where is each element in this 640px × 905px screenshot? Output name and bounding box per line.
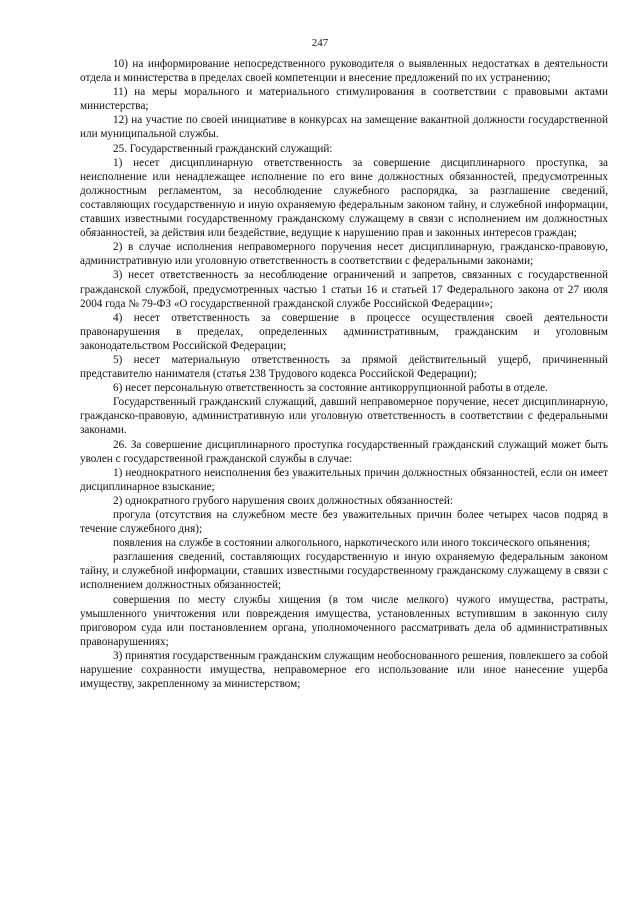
paragraph: 1) неоднократного неисполнения без уважительных причин должностных обязанностей, если он имеет дисциплинарное взыскание;	[80, 466, 608, 493]
paragraph: разглашения сведений, составляющих государственную и иную охраняемую федеральным законом тайну, и служебной информации, ставших известными государственному гражданскому служащему в связи с исполнением должностных обязанностей;	[80, 551, 608, 592]
paragraph: прогула (отсутствия на служебном месте без уважительных причин более четырех часов подряд в течение служебного дня);	[80, 509, 608, 536]
paragraph: 10) на информирование непосредственного руководителя о выявленных недостатках в деятельности отдела и министерства в пределах своей компетенции и внесение предложений по их устранению;	[80, 58, 608, 85]
paragraph: Государственный гражданский служащий, давший неправомерное поручение, несет дисциплинарную, гражданско-правовую, административную или уголовную ответственность в соответствии с федеральными законами.	[80, 396, 608, 437]
paragraph: 1) несет дисциплинарную ответственность за совершение дисциплинарного проступка, за неисполнение или ненадлежащее исполнение по его вине должностных обязанностей, предусмотренных должностным регламентом, за несоблюдение служебного распорядка, за разглашение сведений, составляющих государственную и иную охраняемую федеральным законом тайну, и служебной информации, ставших известными государственному гражданскому служащему в связи с исполнением им должностных обязанностей, за действия или бездействие, ведущие к нарушению прав и законных интересов граждан;	[80, 156, 608, 240]
paragraph: 2) в случае исполнения неправомерного поручения несет дисциплинарную, гражданско-правовую, административную или уголовную ответственность в соответствии с федеральными законами;	[80, 241, 608, 268]
paragraph: появления на службе в состоянии алкогольного, наркотического или иного токсического опьянения;	[113, 537, 591, 550]
paragraph: 5) несет материальную ответственность за прямой действительный ущерб, причиненный представителю нанимателя (статья 238 Трудового кодекса Российской Федерации);	[80, 353, 608, 381]
paragraph: 4) несет ответственность за совершение в процессе осуществления своей деятельности правонарушения в пределах, определенных административным, гражданским и уголовным законодательством Российской Федерации;	[80, 311, 608, 352]
paragraph: 26. За совершение дисциплинарного проступка государственный гражданский служащий может быть уволен с государственной гражданской службы в случае:	[80, 438, 608, 465]
page-number: 247	[311, 37, 329, 49]
paragraph: 6) несет персональную ответственность за состояние антикоррупционной работы в отделе.	[113, 382, 548, 395]
paragraph: 11) на меры морального и материального стимулирования в соответствии с правовыми актами министерства;	[80, 86, 608, 113]
paragraph: 3) принятия государственным гражданским служащим необоснованного решения, повлекшего за собой нарушение сохранности имущества, неправомерное его использование или иное нанесение ущерба имуществу, закрепленному за министерством;	[80, 649, 609, 691]
document-body	[80, 57, 608, 691]
paragraph: совершения по месту службы хищения (в том числе мелкого) чужого имущества, растраты, умышленного уничтожения или повреждения имущества, установленных вступившим в законную силу приговором суда или постановлением органа, уполномоченного рассматривать дела об административных правонарушениях;	[80, 593, 608, 648]
paragraph: 12) на участие по своей инициативе в конкурсах на замещение вакантной должности государственной или муниципальной службы.	[80, 114, 608, 141]
paragraph: 3) несет ответственность за несоблюдение ограничений и запретов, связанных с государственной гражданской службой, предусмотренных частью 1 статьи 16 и статьей 17 Федерального закона от 27 июля 2004 года № 79-ФЗ «О государственной гражданской службе Российской Федерации»;	[80, 269, 608, 310]
paragraph: 25. Государственный гражданский служащий:	[113, 142, 333, 155]
paragraph: 2) однократного грубого нарушения своих должностных обязанностей:	[113, 494, 453, 507]
